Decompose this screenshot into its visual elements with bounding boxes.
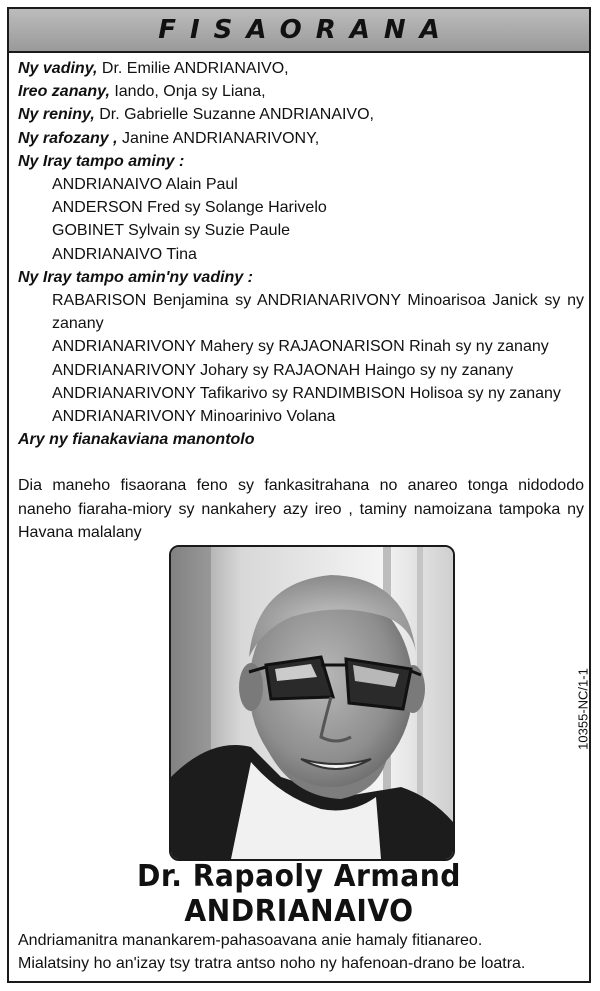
announcement-frame (7, 7, 591, 983)
inlaws-label: Ny Iray tampo amin'ny vadiny : (18, 268, 253, 286)
family-names: Dr. Emilie ANDRIANAIVO, (97, 60, 289, 77)
closing-message (18, 929, 584, 975)
inlaw-item: ANDRIANARIVONY Johary sy RAJAONAH Haingo sy ny zanany (52, 361, 514, 379)
inlaw-item: RABARISON Benjamina sy ANDRIANARIVONY Minoarisoa Janick sy ny zanany (52, 292, 584, 333)
sibling-item: GOBINET Sylvain sy Suzie Paule (52, 222, 291, 240)
closing-line: Mialatsiny ho an'izay tsy tratra antso noho ny hafenoan-drano be loatra. (18, 955, 526, 973)
relatives-line (18, 428, 584, 451)
family-line-siblings (18, 150, 584, 173)
title-banner (9, 9, 589, 53)
family-names: Janine ANDRIANARIVONY, (117, 129, 320, 147)
family-label: Ny Iray tampo aminy : (18, 152, 185, 170)
portrait-photo (169, 545, 455, 861)
family-label: Ny vadiny, (18, 60, 98, 77)
portrait-image (171, 547, 453, 859)
spacer (18, 451, 584, 474)
family-label: Ny rafozany , (18, 129, 118, 147)
closing-line: Andriamanitra manankarem-pahasoavana anie hamaly fitianareo. (18, 932, 483, 949)
inlaw-item: ANDRIANARIVONY Minoarinivo Volana (52, 408, 336, 426)
thanks-paragraph: Dia maneho fisaorana feno sy fankasitrahana no anareo tonga nidododo naneho fiaraha-miory sy nankahery azy ireo , taminy namoizana tampoka ny Havana malalany (18, 477, 584, 541)
page-title: FISAORANA (158, 15, 454, 45)
sibling-item: ANDRIANAIVO Tina (52, 245, 197, 263)
family-line-children (18, 80, 584, 103)
inlaw-item: ANDRIANARIVONY Mahery sy RAJAONARISON Rinah sy ny zanany (52, 338, 549, 356)
inlaw-item: ANDRIANARIVONY Tafikarivo sy RANDIMBISON Holisoa sy ny zanany (52, 384, 561, 402)
family-line-mother (18, 103, 584, 126)
family-line-spouse (18, 57, 584, 80)
reference-code: 10355-NC/1-1 (575, 668, 591, 750)
family-names: Dr. Gabrielle Suzanne ANDRIANAIVO, (94, 106, 374, 124)
deceased-name: Dr. Rapaoly Armand ANDRIANAIVO (137, 859, 461, 929)
family-label: Ireo zanany, (18, 83, 110, 101)
relatives-label: Ary ny fianakaviana manontolo (18, 431, 255, 449)
inlaws-heading (18, 266, 584, 289)
sibling-item: ANDRIANAIVO Alain Paul (52, 176, 238, 194)
announcement-body (18, 57, 584, 544)
family-label: Ny reniny, (18, 106, 95, 124)
sibling-item: ANDERSON Fred sy Solange Harivelo (52, 199, 327, 217)
family-line-mother-in-law (18, 127, 584, 150)
family-names: Iando, Onja sy Liana, (109, 83, 266, 101)
